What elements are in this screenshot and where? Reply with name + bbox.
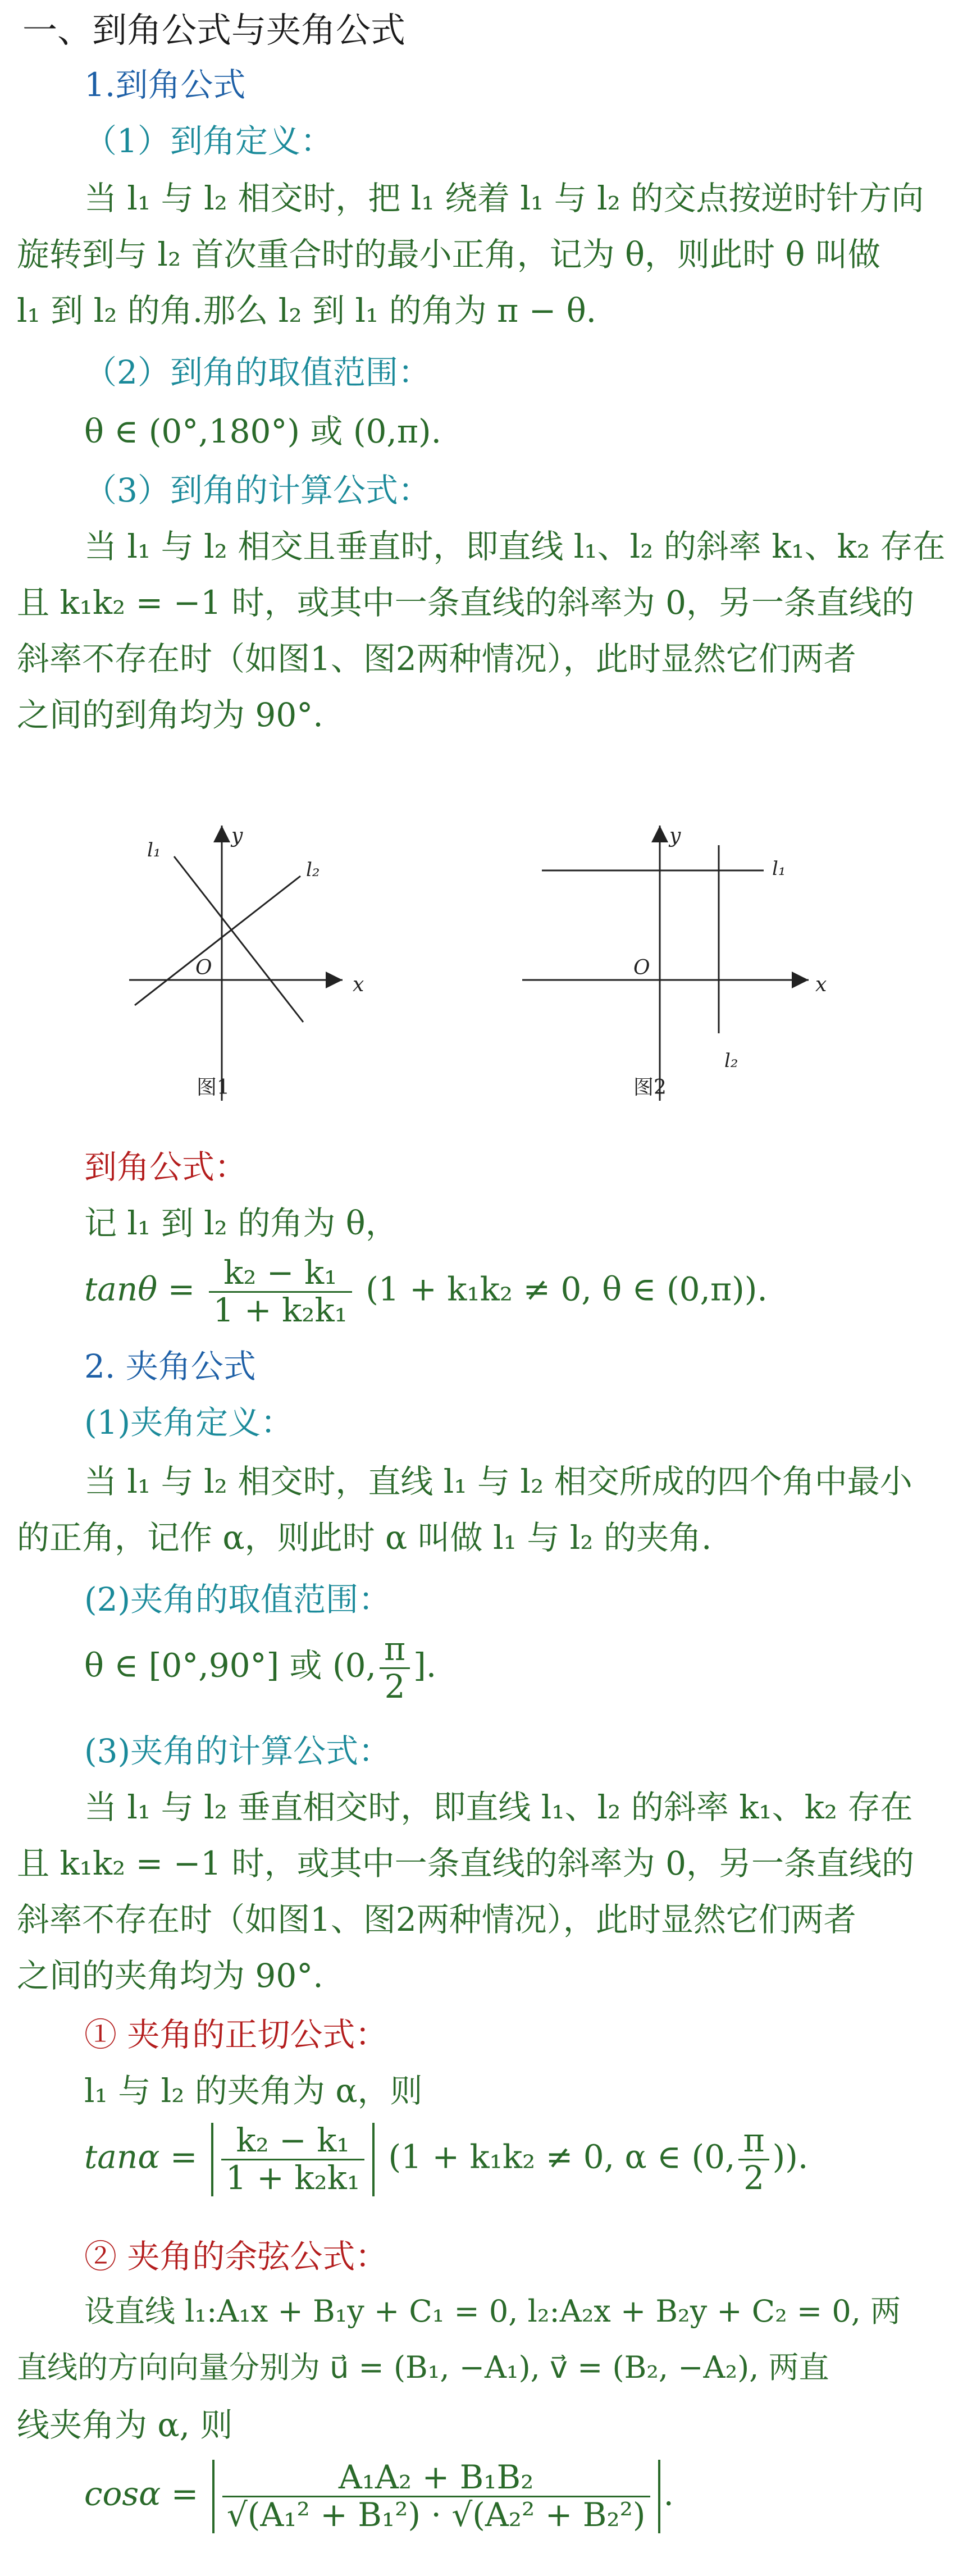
fig2-label-origin: O <box>633 956 650 979</box>
sec2-cos-formula <box>84 2460 674 2533</box>
sec2-cos-line-1: 设直线 l₁:A₁x + B₁y + C₁ = 0, l₂:A₂x + B₂y + C₂ = 0, 两 <box>84 2294 901 2329</box>
sec2-tan-fraction <box>221 2123 364 2196</box>
sec1-def-line-1: 当 l₁ 与 l₂ 相交时，把 l₁ 绕着 l₁ 与 l₂ 的交点按逆时针方向 <box>84 179 924 217</box>
fig1-label-l2: l₂ <box>306 859 320 881</box>
sec1-calc-line-2: 且 k₁k₂ = −1 时，或其中一条直线的斜率为 0，另一条直线的 <box>17 583 914 622</box>
sec2-def-heading: (1)夹角定义： <box>84 1403 294 1442</box>
sec2-cos-line-2: 直线的方向向量分别为 u⃗ = (B₁, −A₁), v⃗ = (B₂, −A₂), 两直 <box>17 2350 829 2385</box>
sec2-tan-cond-numerator: π <box>738 2123 769 2160</box>
sec2-heading: 2. 夹角公式 <box>84 1347 256 1385</box>
sec1-formula-intro: 记 l₁ 到 l₂ 的角为 θ， <box>84 1204 398 1242</box>
page-title: 一、到角公式与夹角公式 <box>22 10 406 51</box>
sec2-calc-line-1: 当 l₁ 与 l₂ 垂直相交时，即直线 l₁、l₂ 的斜率 k₁、k₂ 存在 <box>84 1788 913 1826</box>
sec2-calc-line-4: 之间的夹角均为 90°. <box>17 1957 323 1995</box>
sec2-def-line-2: 的正角，记作 α，则此时 α 叫做 l₁ 与 l₂ 的夹角. <box>17 1519 712 1557</box>
fig1-label-x: x <box>353 973 364 996</box>
fig2-label-l2: l₂ <box>724 1050 738 1072</box>
sec2-range-numerator: π <box>380 1631 410 1669</box>
sec2-cos-abs <box>212 2460 660 2533</box>
sec2-range-denominator: 2 <box>384 1667 405 1706</box>
sec1-range-text: θ ∈ (0°,180°) 或 (0,π). <box>84 412 442 450</box>
sec1-calc-line-1: 当 l₁ 与 l₂ 相交且垂直时，即直线 l₁、l₂ 的斜率 k₁、k₂ 存在 <box>84 527 946 566</box>
sec2-tan-cond-denominator: 2 <box>743 2158 764 2197</box>
sec2-cos-fraction <box>222 2460 650 2533</box>
sec2-calc-line-2: 且 k₁k₂ = −1 时，或其中一条直线的斜率为 0，另一条直线的 <box>17 1844 914 1882</box>
sec1-def-line-2: 旋转到与 l₂ 首次重合时的最小正角，记为 θ，则此时 θ 叫做 <box>17 235 880 273</box>
sec2-tan-intro: l₁ 与 l₂ 的夹角为 α，则 <box>84 2072 423 2110</box>
fig2-label-l1: l₁ <box>772 858 786 880</box>
sec2-tan-numerator: k₂ − k₁ <box>221 2123 364 2160</box>
sec2-range-heading: (2)夹角的取值范围： <box>84 1580 391 1618</box>
sec2-cos-post: . <box>663 2474 674 2513</box>
sec1-formula-condition: (1 + k₁k₂ ≠ 0, θ ∈ (0,π)). <box>366 1270 768 1308</box>
sec1-calc-line-3: 斜率不存在时（如图1、图2两种情况），此时显然它们两者 <box>17 640 856 678</box>
fig1-line-l1 <box>174 856 303 1022</box>
sec2-range-pre: θ ∈ [0°,90°] 或 (0, <box>84 1646 376 1685</box>
sec2-tan-abs <box>211 2123 375 2196</box>
sec1-range-heading: （2）到角的取值范围： <box>84 353 431 391</box>
fig1-label-y: y <box>231 824 243 847</box>
figures <box>0 786 972 1123</box>
sec1-calc-heading: （3）到角的计算公式： <box>84 471 431 509</box>
sec1-formula-heading: 到角公式： <box>84 1148 248 1186</box>
sec1-formula-lhs: tanθ = <box>84 1270 195 1308</box>
sec2-tan-cond-pre: (1 + k₁k₂ ≠ 0, α ∈ (0, <box>388 2137 736 2176</box>
sec2-cos-lhs: cosα = <box>84 2474 199 2513</box>
fig1-label-l1: l₁ <box>147 839 161 861</box>
sec2-cos-denominator: √(A₁² + B₁²) · √(A₂² + B₂²) <box>226 2495 646 2534</box>
fig1-caption: 图1 <box>197 1076 230 1099</box>
sec2-tan-formula <box>84 2123 808 2196</box>
sec2-calc-line-3: 斜率不存在时（如图1、图2两种情况），此时显然它们两者 <box>17 1900 856 1939</box>
sec1-def-heading: （1）到角定义： <box>84 122 333 160</box>
sec2-def-line-1: 当 l₁ 与 l₂ 相交时，直线 l₁ 与 l₂ 相交所成的四个角中最小 <box>84 1462 912 1501</box>
sec1-formula <box>84 1255 768 1329</box>
fig1-label-origin: O <box>195 956 212 979</box>
sec1-formula-denominator: 1 + k₂k₁ <box>213 1291 348 1329</box>
fig2-label-x: x <box>815 973 827 996</box>
sec2-tan-lhs: tanα = <box>84 2137 198 2176</box>
sec2-tan-heading: ① 夹角的正切公式： <box>84 2016 388 2054</box>
sec2-tan-cond-post: )). <box>772 2137 809 2176</box>
sec1-heading: 1.到角公式 <box>84 66 246 104</box>
sec2-range-post: ]. <box>413 1646 437 1685</box>
sec2-range-fraction <box>380 1631 410 1705</box>
fig2-label-y: y <box>669 824 681 847</box>
sec1-formula-fraction <box>209 1255 352 1329</box>
sec2-tan-denominator: 1 + k₂k₁ <box>225 2158 360 2197</box>
sec1-calc-line-4: 之间的到角均为 90°. <box>17 696 323 734</box>
sec2-cos-line-3: 线夹角为 α, 则 <box>17 2406 233 2444</box>
sec1-def-line-3: l₁ 到 l₂ 的角.那么 l₂ 到 l₁ 的角为 π − θ. <box>17 291 597 330</box>
sec1-formula-numerator: k₂ − k₁ <box>209 1255 352 1293</box>
figure-2 <box>522 826 809 1101</box>
sec2-calc-heading: (3)夹角的计算公式： <box>84 1732 391 1770</box>
sec2-tan-cond-fraction <box>738 2123 769 2196</box>
sec2-cos-heading: ② 夹角的余弦公式： <box>84 2237 388 2276</box>
sec2-cos-numerator: A₁A₂ + B₁B₂ <box>222 2460 650 2497</box>
fig2-caption: 图2 <box>633 1076 667 1099</box>
sec2-range <box>84 1631 436 1705</box>
